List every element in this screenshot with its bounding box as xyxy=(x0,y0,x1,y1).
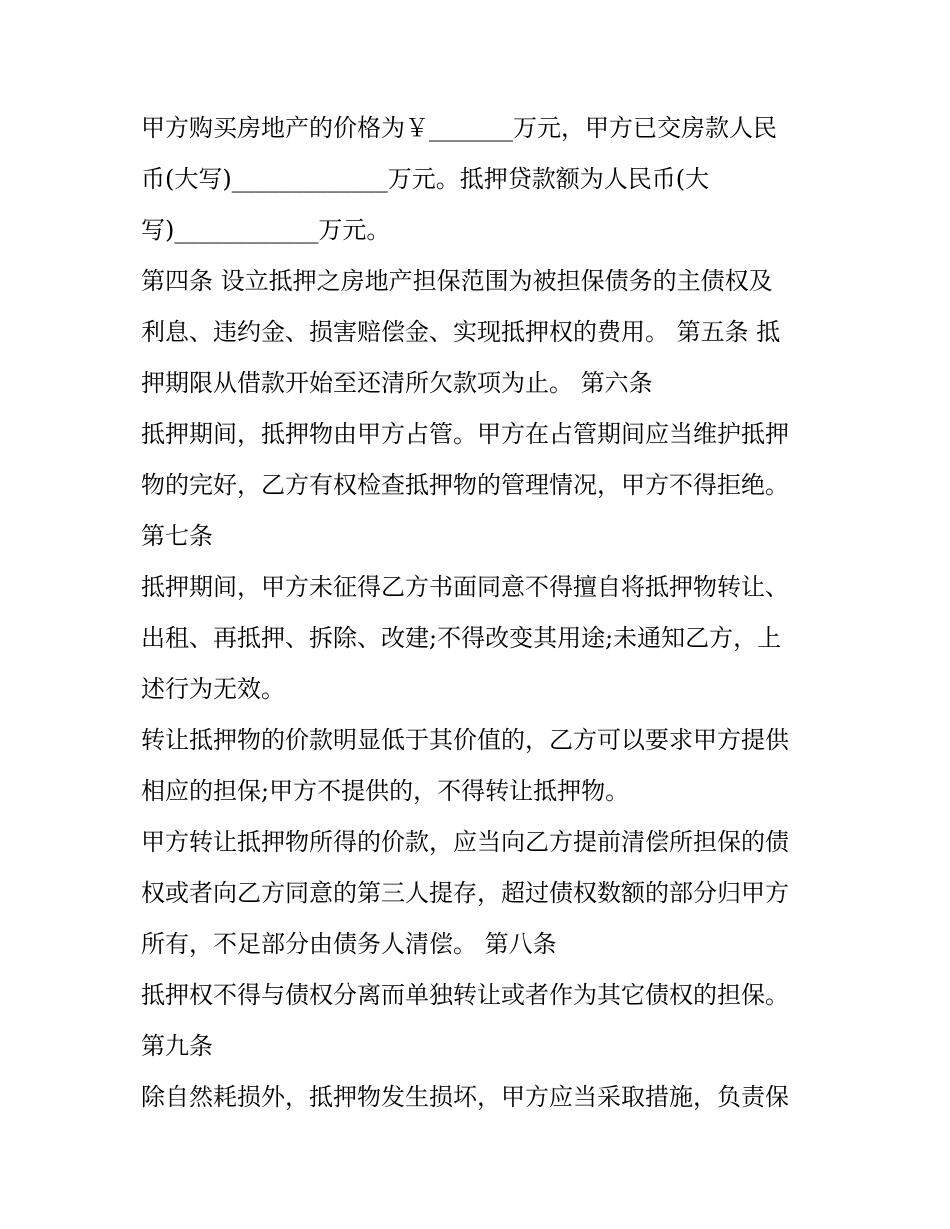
text-line: 抵押期间，甲方未征得乙方书面同意不得擅自将抵押物转让、 xyxy=(141,573,789,601)
text-line: 相应的担保;甲方不提供的，不得转让抵押物。 xyxy=(141,777,630,805)
text-line: 第九条 xyxy=(141,1032,213,1060)
text-line: 押期限从借款开始至还清所欠款项为止。 第六条 xyxy=(141,369,653,397)
text-line: 第四条 设立抵押之房地产担保范围为被担保债务的主债权及 xyxy=(141,267,773,295)
text-line: 抵押期间，抵押物由甲方占管。甲方在占管期间应当维护抵押 xyxy=(141,420,789,448)
text-line: 转让抵押物的价款明显低于其价值的，乙方可以要求甲方提供 xyxy=(141,726,789,754)
text-line: 所有，不足部分由债务人清偿。 第八条 xyxy=(141,930,557,958)
text-line: 币(大写)_____________万元。抵押贷款额为人民币(大 xyxy=(141,165,710,193)
text-line: 第七条 xyxy=(141,522,213,550)
text-line: 利息、违约金、损害赔偿金、实现抵押权的费用。 第五条 抵 xyxy=(141,318,781,346)
text-line: 述行为无效。 xyxy=(141,675,285,703)
text-line: 写)____________万元。 xyxy=(141,216,391,244)
text-line: 权或者向乙方同意的第三人提存，超过债权数额的部分归甲方 xyxy=(141,879,789,907)
text-line: 除自然耗损外，抵押物发生损坏，甲方应当采取措施，负责保 xyxy=(141,1083,789,1111)
document-body xyxy=(141,103,831,1123)
text-line: 甲方转让抵押物所得的价款，应当向乙方提前清偿所担保的债 xyxy=(141,828,789,856)
text-line: 物的完好，乙方有权检查抵押物的管理情况，甲方不得拒绝。 xyxy=(141,471,789,499)
text-line: 出租、再抵押、拆除、改建;不得改变其用途;未通知乙方，上 xyxy=(141,624,782,652)
text-line: 抵押权不得与债权分离而单独转让或者作为其它债权的担保。 xyxy=(141,981,789,1009)
text-line: 甲方购买房地产的价格为￥_______万元，甲方已交房款人民 xyxy=(141,114,777,142)
